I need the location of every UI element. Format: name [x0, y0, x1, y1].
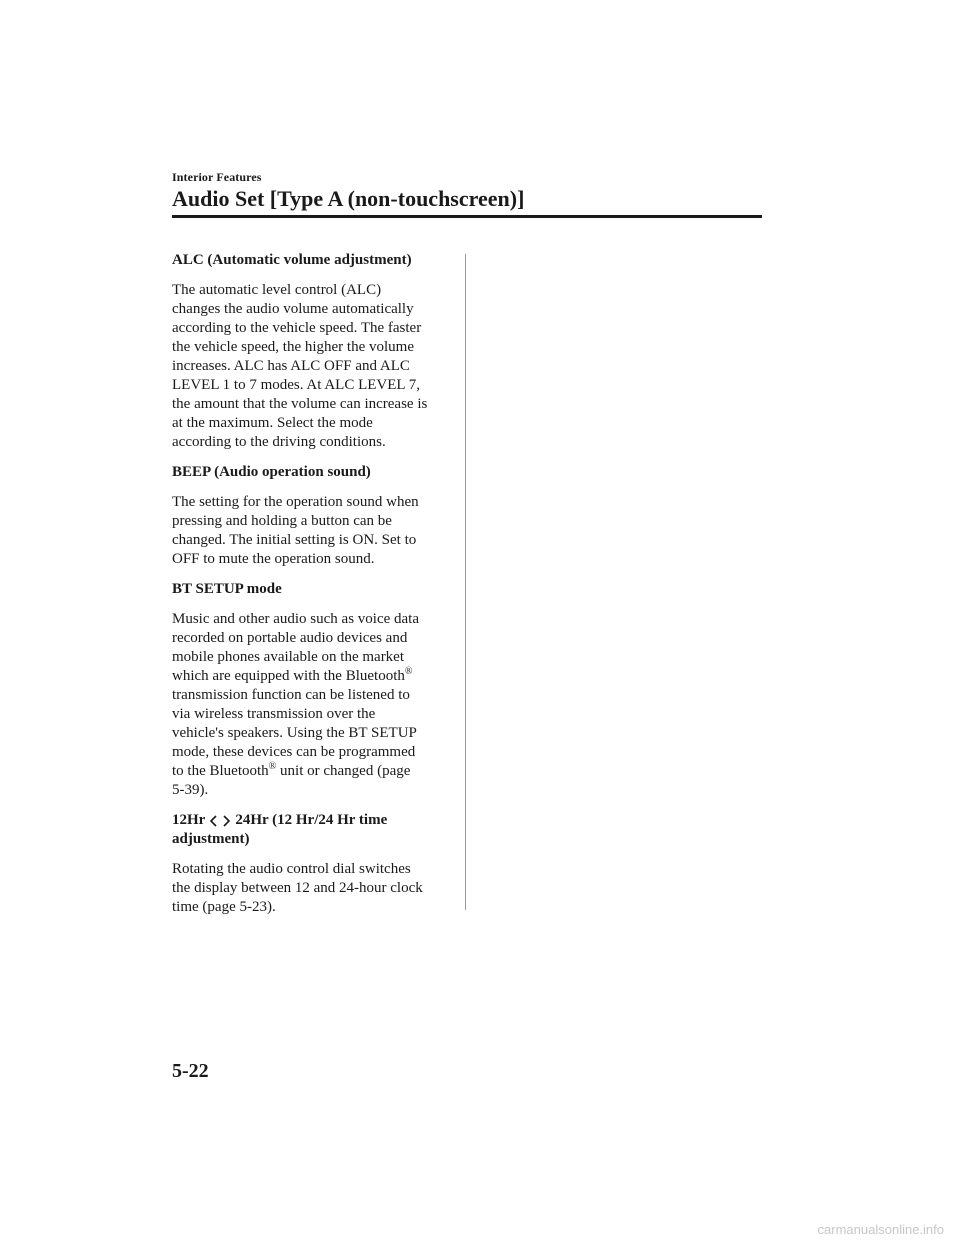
left-right-arrows-icon [209, 811, 231, 830]
bt-body-part-3: unit or changed (page 5-39). [172, 763, 411, 798]
bt-setup-body [172, 610, 454, 800]
alc-heading: ALC (Automatic volume adjustment) [172, 252, 412, 268]
alc-body: The automatic level control (ALC) changes the audio volume automatically according to the vehicle speed. The faster the vehicle speed, the higher the volume increases. ALC has ALC OFF and ALC LEVEL 1 to 7 modes. At ALC LEVEL 7, the amount that the volume can increase is at the maximum. Select the mode according to the driving conditions. [172, 282, 428, 450]
page-title: Audio Set [Type A (non-touchscreen)] [172, 186, 525, 211]
title-rule [172, 215, 762, 218]
bt-setup-heading: BT SETUP mode [172, 581, 282, 597]
section-label: Interior Features [172, 170, 262, 184]
bt-body-part-1: Music and other audio such as voice data recorded on portable audio devices and mobile phones available on the market which are equipped with the Bluetooth [172, 611, 420, 684]
registered-mark: ® [404, 666, 413, 677]
column-divider [465, 254, 466, 910]
clock-heading [172, 811, 454, 849]
page-number: 5-22 [172, 1060, 209, 1082]
clock-heading-12hr: 12Hr [172, 812, 206, 828]
bt-body-part-2: transmission function can be listened to via wireless transmission over the vehicle's speakers. Using the BT SETUP mode, these devices can be programmed to the Bluetooth [172, 687, 417, 779]
registered-mark: ® [268, 761, 277, 772]
beep-body: The setting for the operation sound when pressing and holding a button can be changed. The initial setting is ON. Set to OFF to mute the operation sound. [172, 494, 419, 567]
beep-heading: BEEP (Audio operation sound) [172, 464, 371, 480]
clock-heading-24hr: 24Hr (12 Hr/24 Hr time adjustment) [172, 812, 388, 848]
watermark: carmanualsonline.info [817, 1222, 944, 1237]
clock-body: Rotating the audio control dial switches the display between 12 and 24-hour clock time (page 5-23). [172, 861, 423, 916]
content-column [172, 251, 454, 928]
